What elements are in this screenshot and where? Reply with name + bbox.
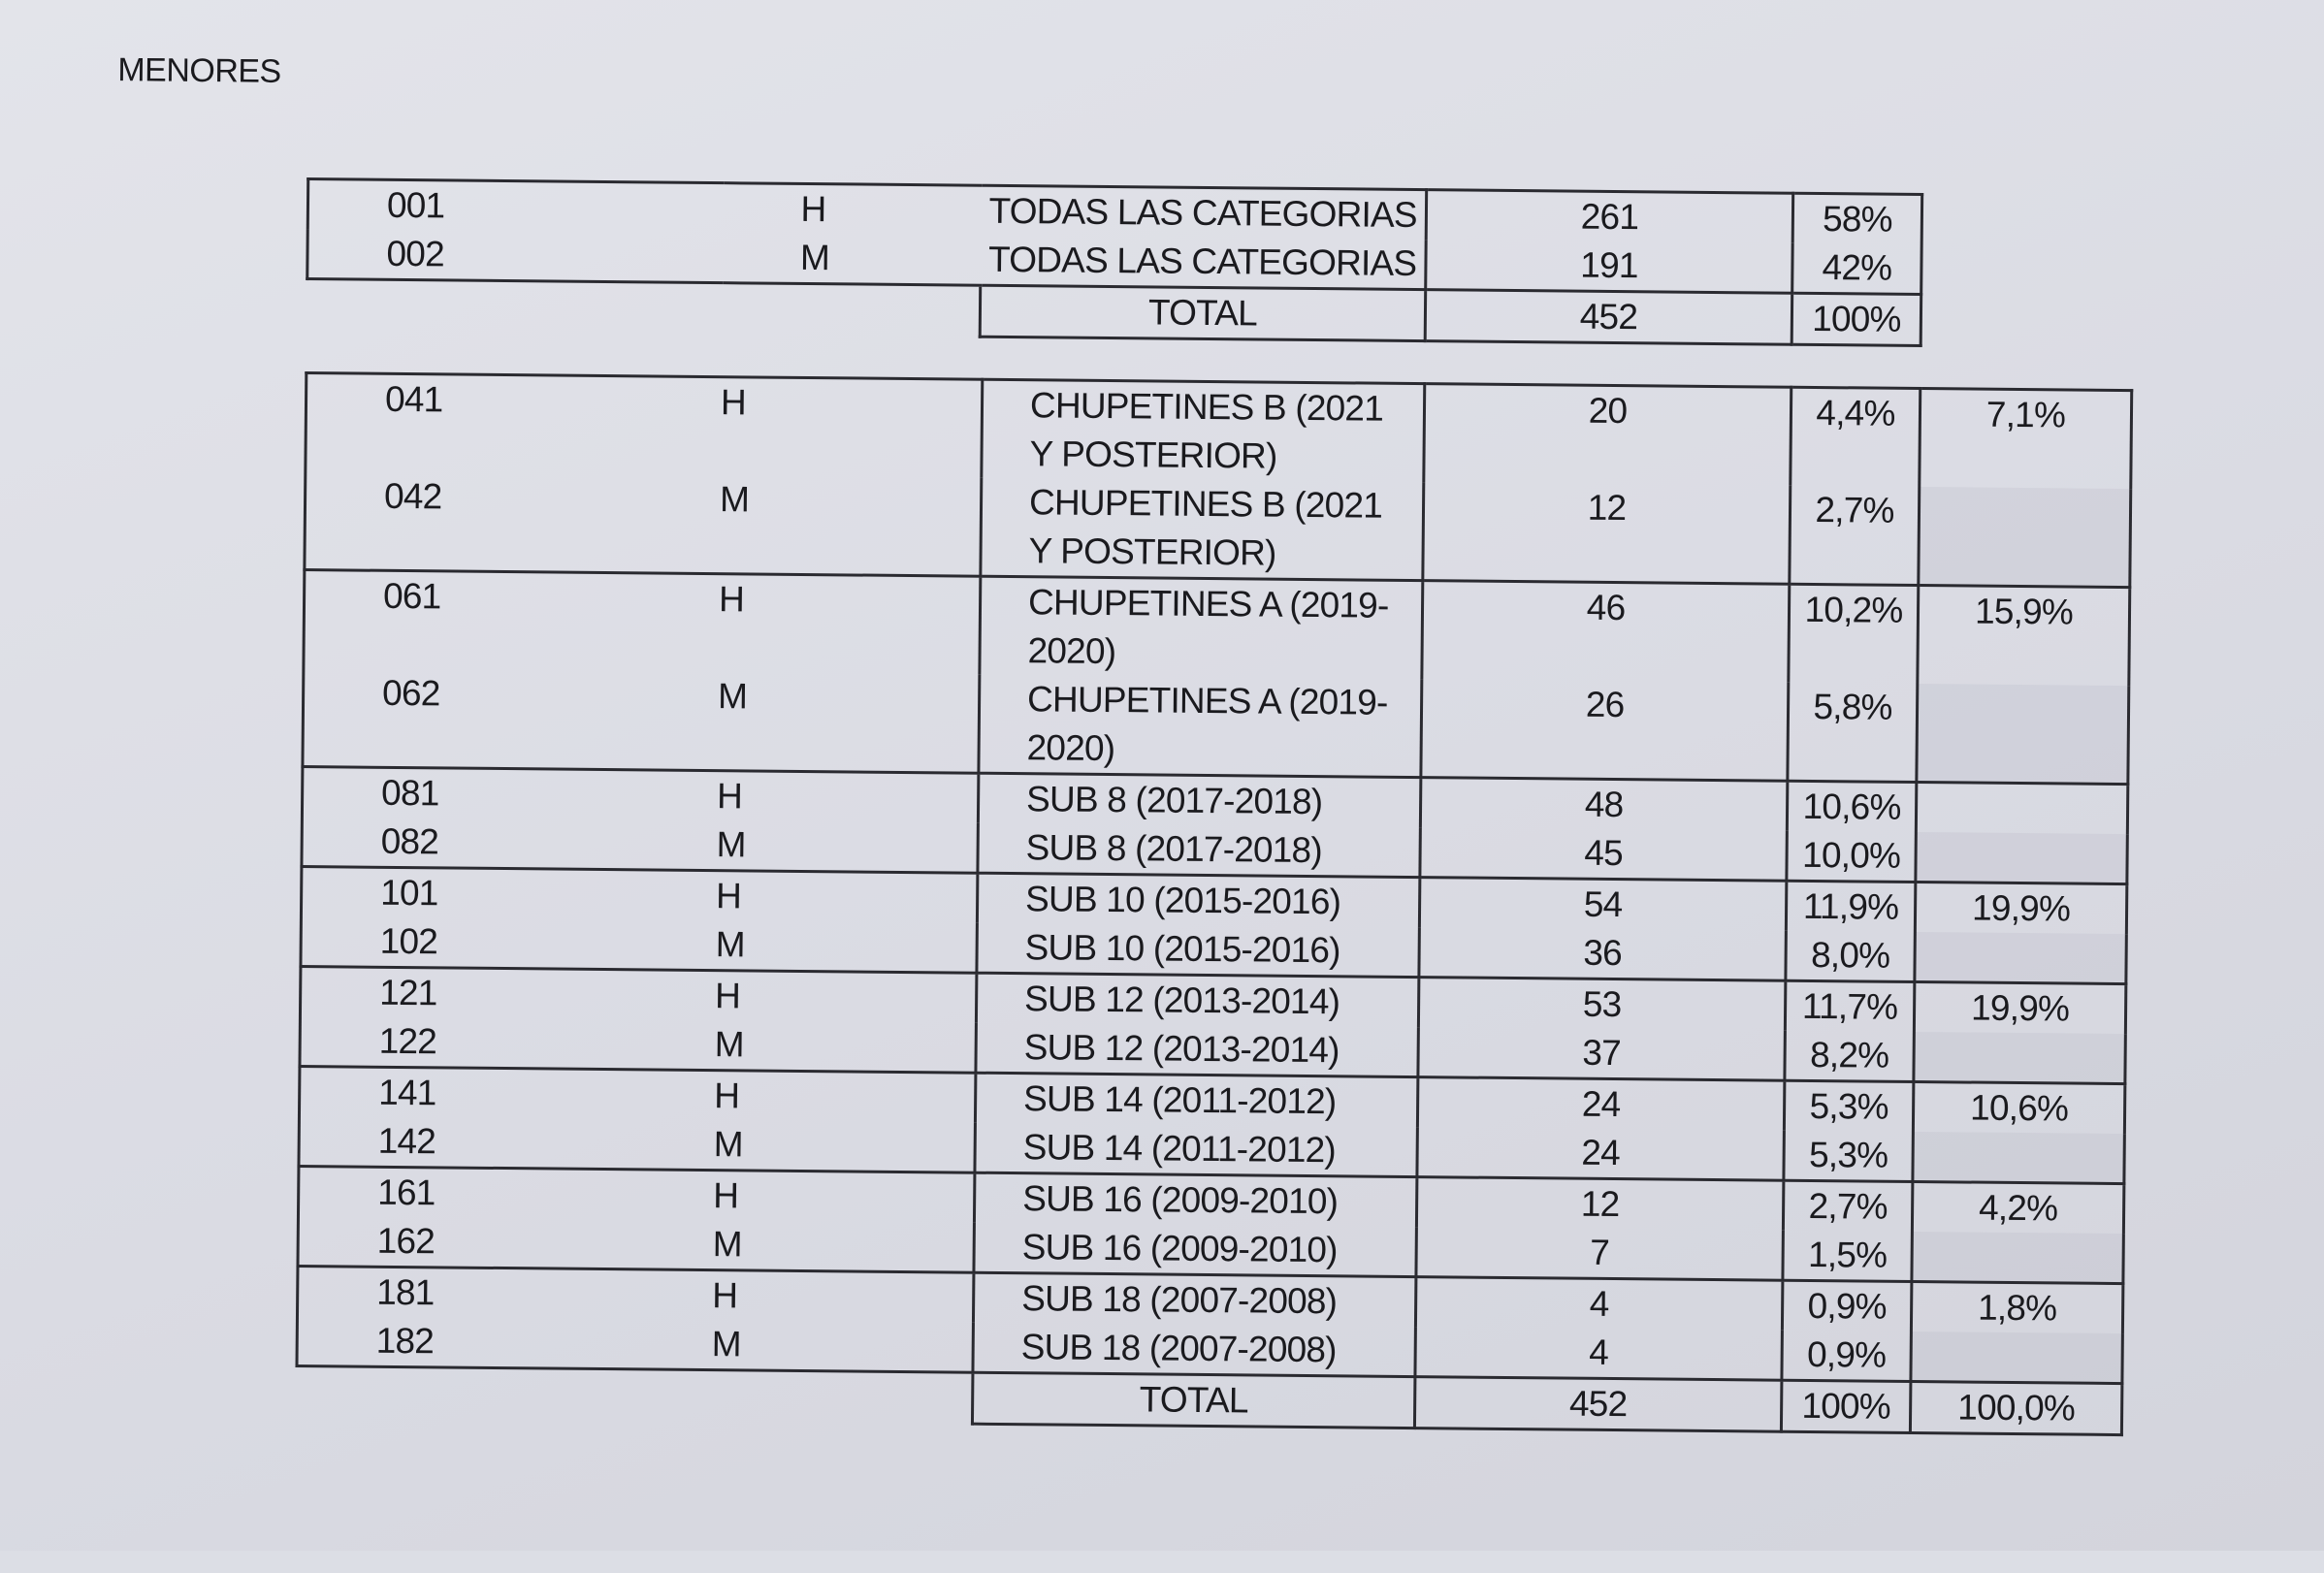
row-category: SUB 8 (2017-2018)	[978, 773, 1420, 827]
row-count: 4	[1415, 1277, 1782, 1331]
group-percent: 19,9%	[1915, 882, 2126, 934]
row-sex: H	[718, 579, 745, 620]
group-percent: 10,6%	[1913, 1081, 2124, 1134]
row-count: 54	[1419, 878, 1786, 931]
row-code: 101	[379, 872, 438, 914]
total-percent: 100%	[1781, 1380, 1911, 1432]
row-sex: H	[713, 1175, 739, 1216]
row-category: SUB 12 (2013-2014)	[976, 1023, 1418, 1077]
row-count: 12	[1423, 482, 1791, 584]
total-percent: 100%	[1791, 293, 1921, 345]
row-code-cell	[305, 471, 982, 576]
row-sex: M	[717, 676, 748, 717]
row-sex: M	[713, 1124, 743, 1165]
group-percent: 15,9%	[1918, 586, 2130, 687]
total-group-percent: 100,0%	[1910, 1381, 2121, 1434]
row-sex: H	[720, 382, 747, 423]
group-percent	[1912, 1232, 2123, 1284]
empty-cell	[307, 279, 722, 335]
group-percent	[1911, 1332, 2122, 1384]
group-percent	[1914, 1032, 2125, 1084]
total-count: 452	[1425, 290, 1791, 345]
row-code: 102	[379, 920, 438, 962]
page-heading: MENORES	[117, 51, 281, 90]
row-code-cell	[306, 373, 983, 478]
row-sex: M	[719, 479, 750, 520]
row-sex: M	[715, 924, 745, 965]
row-count: 26	[1421, 679, 1789, 781]
row-category: SUB 14 (2011-2012)	[975, 1073, 1417, 1127]
row-sex: H	[716, 776, 743, 817]
row-code: 121	[378, 972, 437, 1013]
row-category: SUB 10 (2015-2016)	[977, 923, 1419, 978]
row-percent: 11,9%	[1786, 881, 1915, 932]
row-percent: 0,9%	[1782, 1331, 1911, 1382]
row-count: 36	[1419, 927, 1786, 980]
row-sex: H	[712, 1275, 738, 1316]
group-percent	[1916, 832, 2127, 884]
total-label: TOTAL	[980, 285, 1425, 340]
row-code-cell	[301, 867, 977, 923]
detail-row	[303, 668, 2129, 785]
row-percent: 42%	[1792, 243, 1921, 295]
row-code-cell	[301, 916, 977, 973]
row-count: 46	[1422, 581, 1790, 683]
row-count: 7	[1416, 1227, 1783, 1280]
row-sex: M	[712, 1224, 742, 1265]
row-percent: 8,2%	[1785, 1031, 1914, 1082]
detail-row	[306, 373, 2132, 490]
row-code: 141	[378, 1072, 436, 1113]
row-code-cell	[303, 668, 980, 773]
row-category: CHUPETINES A (2019-2020)	[979, 675, 1422, 778]
row-code: 002	[307, 229, 723, 283]
row-category: SUB 16 (2009-2010)	[974, 1223, 1416, 1277]
row-count: 53	[1418, 978, 1785, 1031]
row-percent: 5,8%	[1788, 683, 1918, 783]
row-category: SUB 8 (2017-2018)	[978, 823, 1420, 878]
row-code-cell	[298, 1216, 974, 1272]
row-percent: 2,7%	[1783, 1180, 1912, 1232]
row-count: 45	[1420, 827, 1787, 881]
row-count: 261	[1426, 190, 1792, 243]
row-count: 37	[1418, 1027, 1785, 1080]
row-category: SUB 18 (2007-2008)	[973, 1272, 1415, 1327]
empty-cell	[722, 283, 980, 337]
detail-row	[304, 570, 2130, 687]
row-code: 081	[380, 772, 439, 814]
row-category: SUB 10 (2015-2016)	[977, 873, 1419, 927]
row-count: 24	[1417, 1127, 1784, 1180]
detail-table	[295, 371, 2133, 1436]
group-percent	[1913, 1132, 2124, 1184]
total-label: TOTAL	[972, 1372, 1414, 1428]
row-code-cell	[298, 1167, 974, 1223]
group-percent: 19,9%	[1914, 981, 2125, 1034]
group-percent: 4,2%	[1912, 1181, 2123, 1234]
row-count: 24	[1417, 1077, 1784, 1131]
group-percent	[1915, 932, 2126, 984]
row-sex: H	[713, 1075, 740, 1116]
row-code: 181	[376, 1271, 435, 1313]
summary-table	[306, 177, 1923, 347]
row-count: 191	[1426, 240, 1792, 293]
row-percent: 0,9%	[1782, 1280, 1911, 1332]
row-code-cell	[300, 967, 976, 1023]
row-percent: 1,5%	[1783, 1231, 1912, 1282]
row-code-cell	[300, 1016, 976, 1073]
row-count: 48	[1420, 778, 1787, 831]
row-code: 062	[381, 672, 440, 714]
row-code: 122	[378, 1020, 437, 1062]
row-sex: M	[723, 233, 981, 285]
row-category: CHUPETINES B (2021 Y POSTERIOR)	[981, 478, 1424, 581]
group-percent	[1917, 684, 2129, 785]
row-code: 041	[384, 378, 443, 420]
row-code-cell	[302, 817, 978, 873]
row-category: TODAS LAS CATEGORIAS	[981, 236, 1426, 290]
row-percent: 10,6%	[1787, 781, 1916, 832]
row-code-cell	[297, 1316, 973, 1372]
row-percent: 5,3%	[1784, 1131, 1913, 1182]
row-sex: M	[714, 1024, 744, 1065]
row-code-cell	[297, 1267, 973, 1323]
row-category: TODAS LAS CATEGORIAS	[981, 185, 1426, 240]
row-percent: 10,0%	[1787, 831, 1916, 883]
row-category: SUB 12 (2013-2014)	[976, 973, 1418, 1027]
detail-row	[305, 471, 2131, 588]
row-sex: H	[714, 976, 741, 1016]
row-code: 042	[383, 475, 442, 517]
row-code-cell	[299, 1067, 975, 1123]
row-category: CHUPETINES A (2019-2020)	[980, 576, 1423, 679]
row-sex: H	[715, 876, 742, 916]
row-code: 001	[307, 179, 723, 234]
row-sex: H	[723, 183, 981, 236]
total-count: 452	[1414, 1377, 1781, 1432]
row-code-cell	[299, 1116, 975, 1172]
group-percent	[1919, 487, 2131, 588]
row-code: 061	[382, 575, 441, 617]
row-category: CHUPETINES B (2021 Y POSTERIOR)	[982, 379, 1425, 482]
row-category: SUB 16 (2009-2010)	[974, 1172, 1416, 1227]
row-count: 12	[1416, 1177, 1783, 1231]
row-percent: 5,3%	[1784, 1080, 1913, 1132]
row-percent: 2,7%	[1790, 486, 1920, 586]
row-code: 082	[380, 820, 439, 862]
row-code-cell	[302, 767, 978, 823]
row-category: SUB 14 (2011-2012)	[975, 1123, 1417, 1177]
row-percent: 58%	[1792, 193, 1921, 244]
row-count: 4	[1415, 1327, 1782, 1380]
row-category: SUB 18 (2007-2008)	[973, 1323, 1415, 1377]
row-code-cell	[304, 570, 981, 675]
row-percent: 10,2%	[1789, 584, 1919, 684]
row-sex: M	[711, 1324, 741, 1364]
group-percent	[1916, 783, 2127, 835]
row-code: 182	[375, 1320, 435, 1362]
group-percent: 1,8%	[1911, 1281, 2122, 1333]
row-code: 162	[376, 1220, 436, 1262]
row-percent: 8,0%	[1786, 931, 1915, 982]
group-percent: 7,1%	[1920, 389, 2132, 490]
row-percent: 11,7%	[1785, 980, 1914, 1032]
row-code: 142	[377, 1120, 436, 1162]
row-percent: 4,4%	[1791, 387, 1921, 487]
row-count: 20	[1424, 384, 1791, 486]
row-code: 161	[377, 1172, 436, 1213]
row-sex: M	[716, 824, 746, 865]
empty-cell	[296, 1366, 972, 1425]
